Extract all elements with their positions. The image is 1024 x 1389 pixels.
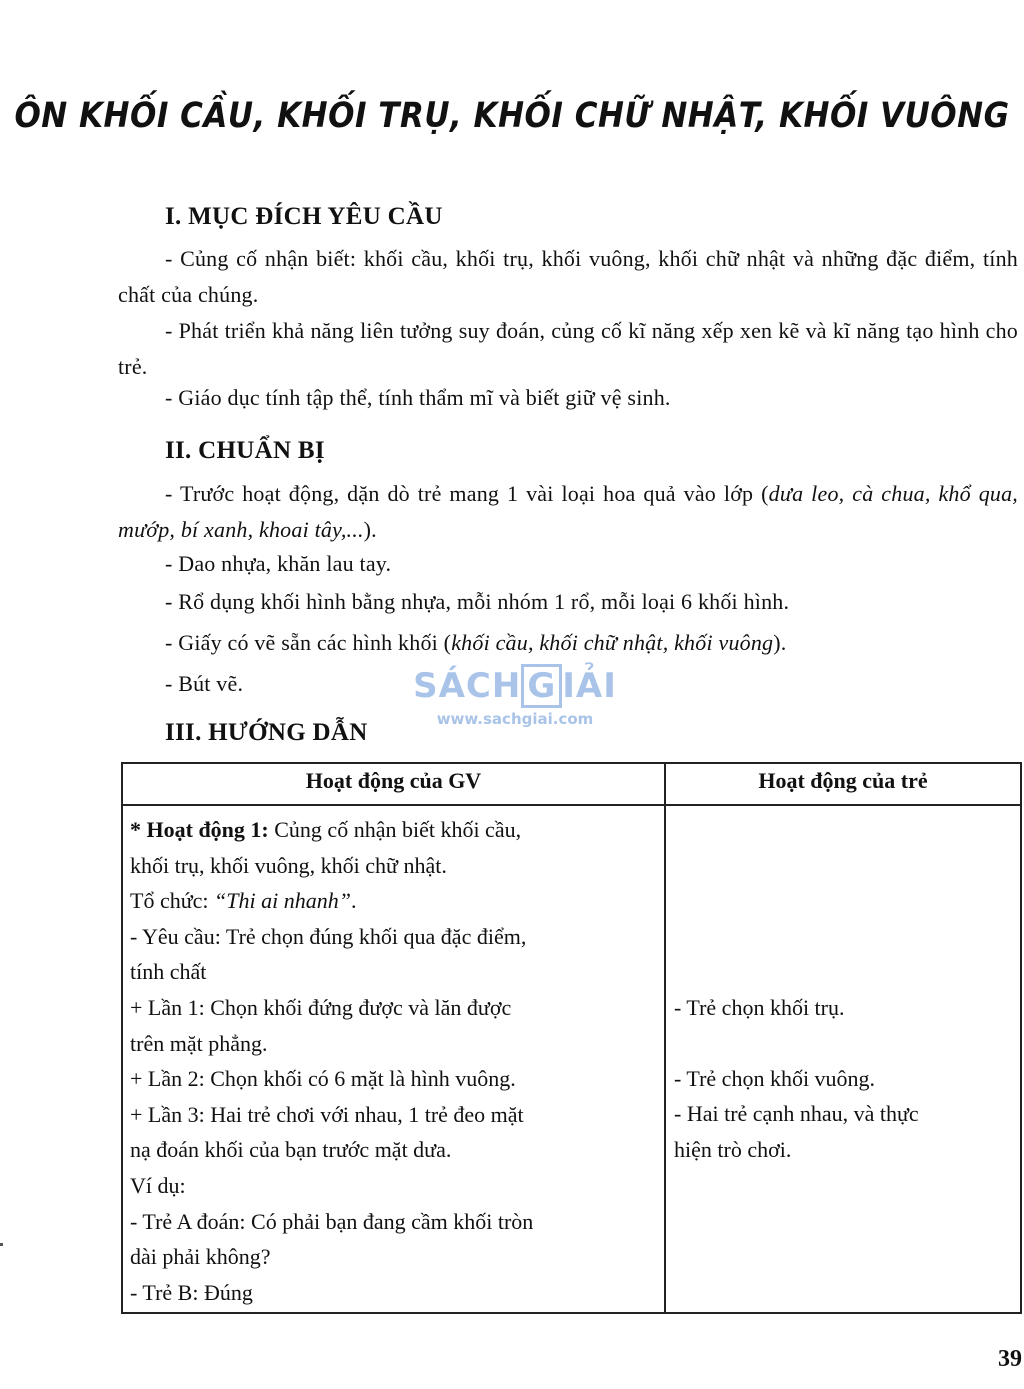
paragraph: - Bút vẽ. <box>165 671 244 696</box>
teacher-activity-cell <box>122 805 665 1313</box>
text-line: dài phải không? <box>130 1244 271 1270</box>
watermark-logo <box>410 664 620 728</box>
text-line: + Lần 1: Chọn khối đứng được và lăn được <box>130 994 512 1020</box>
activity-label: * Hoạt động 1: <box>130 817 269 842</box>
paragraph: - Giáo dục tính tập thể, tính thẩm mĩ và biết giữ vệ sinh. <box>165 385 671 410</box>
text-line: hiện trò chơi. <box>674 1137 792 1162</box>
watermark-box-letter: G <box>521 664 562 708</box>
text-line: - Yêu cầu: Trẻ chọn đúng khối qua đặc điểm, <box>130 923 527 949</box>
paragraph: - Rổ dụng khối hình bằng nhựa, mỗi nhóm 1 rổ, mỗi loại 6 khối hình. <box>165 589 790 614</box>
italic-text: khối cầu, khối chữ nhật, khối vuông <box>451 630 774 655</box>
watermark-url: www.sachgiai.com <box>436 710 594 728</box>
paragraph: - Củng cố nhận biết: khối cầu, khối trụ, khối vuông, khối chữ nhật và những đặc điểm, tính chất của chúng. <box>118 246 1018 307</box>
text: - Giấy có vẽ sẵn các hình khối ( <box>165 630 452 655</box>
italic-text: dưa leo, cà chua, khổ qua, mướp, bí xanh, khoai tây,... <box>118 481 1018 542</box>
section-heading-guide: III. HƯỚNG DẪN <box>165 719 368 746</box>
page-title: ÔN KHỐI CẦU, KHỐI TRỤ, KHỐI CHỮ NHẬT, KHỐI VUÔNG <box>14 95 1010 137</box>
paragraph <box>118 476 1018 548</box>
text-line <box>130 812 660 848</box>
text-line: + Lần 2: Chọn khối có 6 mặt là hình vuông. <box>130 1066 516 1092</box>
watermark-brand <box>410 664 620 708</box>
table-header-row <box>122 763 1021 805</box>
paragraph: - Dao nhựa, khăn lau tay. <box>165 551 392 576</box>
page-number: 39 <box>998 1346 1022 1372</box>
text-line <box>130 883 660 919</box>
paragraph <box>165 630 786 656</box>
child-activity-cell <box>665 805 1021 1313</box>
section-heading-purpose: I. MỤC ĐÍCH YÊU CẦU <box>165 203 443 230</box>
text: Củng cố nhận biết khối cầu, <box>268 817 522 842</box>
italic-text: “Thi ai nhanh” <box>214 888 351 914</box>
section-heading-preparation: II. CHUẨN BỊ <box>165 437 325 464</box>
text: ). <box>773 630 787 655</box>
text-line: nạ đoán khối của bạn trước mặt dưa. <box>130 1137 452 1163</box>
text-line: - Trẻ A đoán: Có phải bạn đang cầm khối tròn <box>130 1208 534 1234</box>
text-line: - Hai trẻ cạnh nhau, và thực <box>674 1101 919 1126</box>
text: - Trước hoạt động, dặn dò trẻ mang 1 vài loại hoa quả vào lớp ( <box>165 481 769 506</box>
text-line: - Trẻ B: Đúng <box>130 1279 253 1305</box>
text-line: trên mặt phẳng. <box>130 1030 268 1056</box>
header-teacher-activity: Hoạt động của GV <box>122 763 665 805</box>
text-line: + Lần 3: Hai trẻ chơi với nhau, 1 trẻ đeo mặt <box>130 1101 524 1127</box>
paragraph: - Phát triển khả năng liên tưởng suy đoán, củng cố kĩ năng xếp xen kẽ và kĩ năng tạo hình cho trẻ. <box>118 318 1018 379</box>
activity-table <box>121 762 1022 1314</box>
text: Tổ chức: <box>130 888 215 914</box>
watermark-text: IẢI <box>562 666 617 706</box>
header-child-activity: Hoạt động của trẻ <box>665 763 1021 805</box>
scan-speck <box>0 1243 3 1246</box>
text: . <box>350 888 357 914</box>
text: ). <box>363 517 377 542</box>
table-row <box>122 805 1021 1313</box>
text-line: Ví dụ: <box>130 1172 186 1198</box>
text-line: khối trụ, khối vuông, khối chữ nhật. <box>130 852 447 878</box>
text-line: tính chất <box>130 959 207 985</box>
text-line: - Trẻ chọn khối trụ. <box>674 995 845 1020</box>
text-line: - Trẻ chọn khối vuông. <box>674 1066 876 1091</box>
watermark-text: SÁCH <box>413 666 522 706</box>
